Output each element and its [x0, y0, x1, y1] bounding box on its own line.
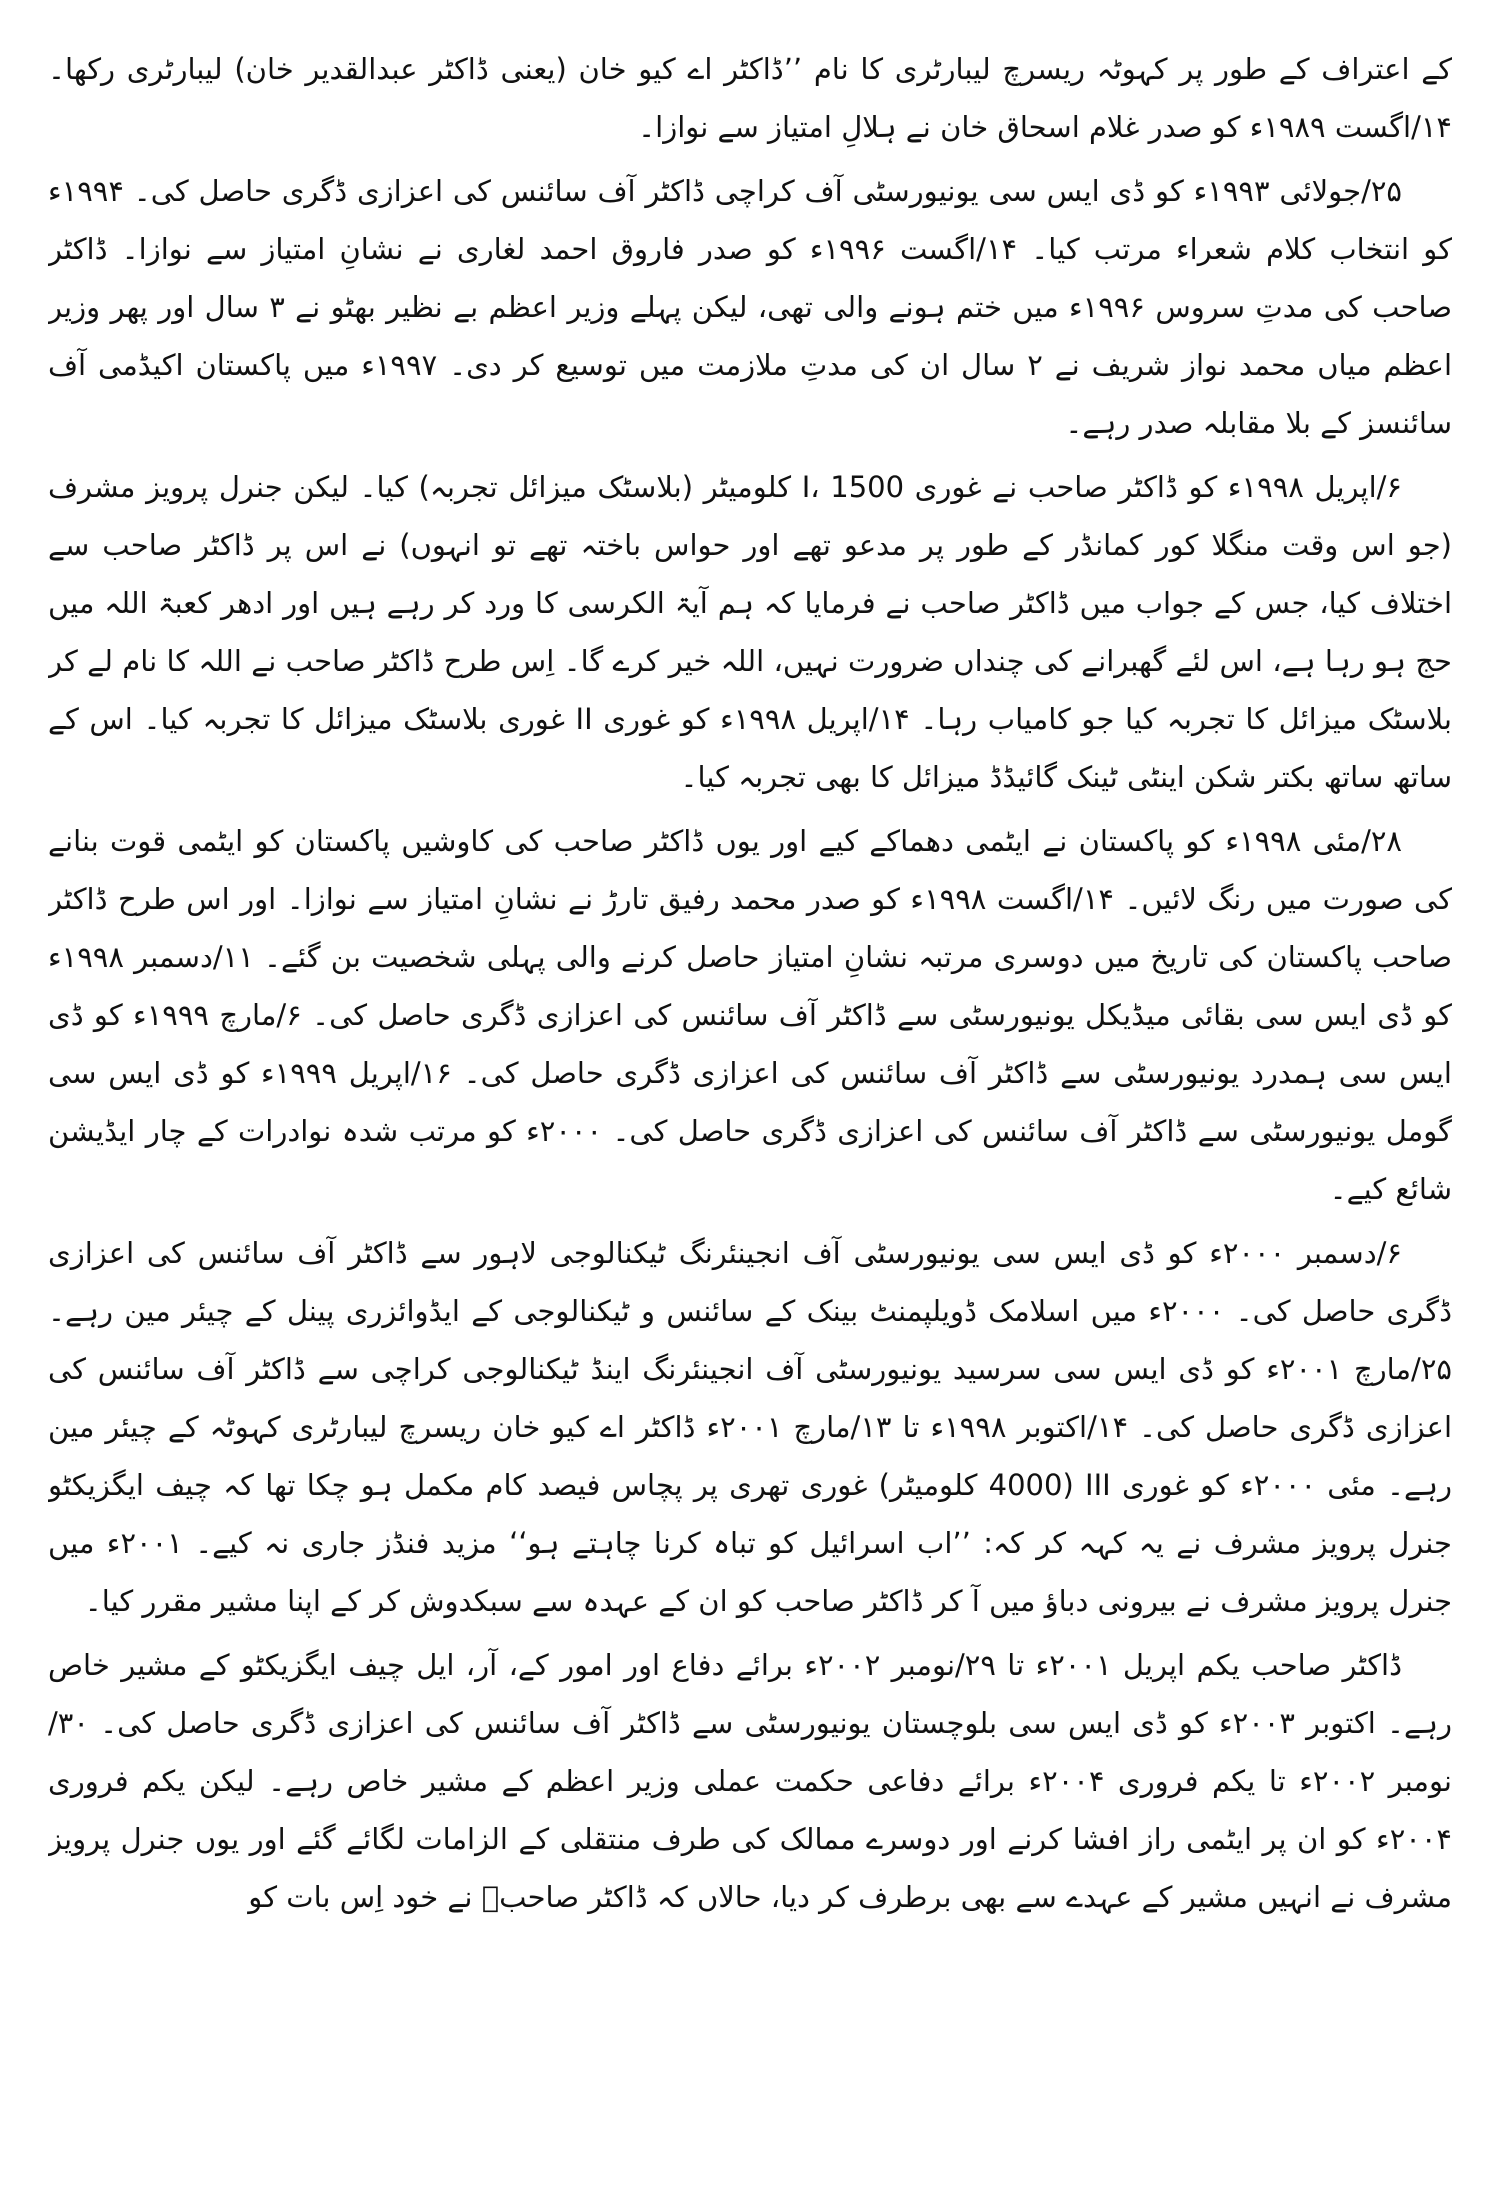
paragraph-2000-career: ۶/دسمبر ۲۰۰۰ء کو ڈی ایس سی یونیورسٹی آف انجینئرنگ ٹیکنالوجی لاہور سے ڈاکٹر آف سائنس کی اعزازی ڈگری حاصل کی۔ ۲۰۰۰ء میں اسلامک ڈویلپمنٹ بینک کے سائنس و ٹیکنالوجی کے ایڈوائزری پینل کے چیئر مین رہے۔ ۲۵/مارچ ۲۰۰۱ء کو ڈی ایس سی سرسید یونیورسٹی آف انجینئرنگ اینڈ ٹیکنالوجی کراچی سے ڈاکٹر آف سائنس کی اعزازی ڈگری حاصل کی۔ ۱۴/اکتوبر ۱۹۹۸ء تا ۱۳/مارچ ۲۰۰۱ء ڈاکٹر اے کیو خان ریسرچ لیبارٹری کہوٹہ کے چیئر مین رہے۔ مئی ۲۰۰۰ء کو غوری III (4000 کلومیٹر) غوری تھری پر پچاس فیصد کام مکمل ہو چکا تھا کہ چیف ایگزیکٹو جنرل پرویز مشرف نے یہ کہہ کر کہ: ’’اب اسرائیل کو تباہ کرنا چاہتے ہو‘‘ مزید فنڈز جاری نہ کیے۔ ۲۰۰۱ء میں جنرل پرویز مشرف نے بیرونی دباؤ میں آ کر ڈاکٹر صاحب کو ان کے عہدہ سے سبکدوش کر کے اپنا مشیر مقرر کیا۔	[48, 1236, 1452, 1618]
paragraph-1998-ghauri-test: ۶/اپریل ۱۹۹۸ء کو ڈاکٹر صاحب نے غوری I، 1500 کلومیٹر (بلاسٹک میزائل تجربہ) کیا۔ لیکن جنرل پرویز مشرف (جو اس وقت منگلا کور کمانڈر کے طور پر مدعو تھے اور حواس باختہ تھے تو انہوں) نے اس پر ڈاکٹر صاحب سے اختلاف کیا، جس کے جواب میں ڈاکٹر صاحب نے فرمایا کہ ہم آیۃ الکرسی کا ورد کر رہے ہیں اور ادھر کعبۃ اللہ میں حج ہو رہا ہے، اس لئے گھبرانے کی چنداں ضرورت نہیں، اللہ خیر کرے گا۔ اِس طرح ڈاکٹر صاحب نے اللہ کا نام لے کر بلاسٹک میزائل کا تجربہ کیا جو کامیاب رہا۔ ۱۴/اپریل ۱۹۹۸ء کو غوری II غوری بلاسٹک میزائل کا تجربہ کیا۔ اس کے ساتھ ساتھ بکتر شکن اینٹی ٹینک گائیڈڈ میزائل کا بھی تجربہ کیا۔	[48, 470, 1452, 794]
paragraph-2001-adviser: ڈاکٹر صاحب یکم اپریل ۲۰۰۱ء تا ۲۹/نومبر ۲۰۰۲ء برائے دفاع اور امور کے، آر، ایل چیف ایگزیکٹو کے مشیر خاص رہے۔ اکتوبر ۲۰۰۳ء کو ڈی ایس سی بلوچستان یونیورسٹی سے ڈاکٹر آف سائنس کی اعزازی ڈگری حاصل کی۔ ۳۰/نومبر ۲۰۰۲ء تا یکم فروری ۲۰۰۴ء برائے دفاعی حکمت عملی وزیر اعظم کے مشیر خاص رہے۔ لیکن یکم فروری ۲۰۰۴ء کو ان پر ایٹمی راز افشا کرنے اور دوسرے ممالک کی طرف منتقلی کے الزامات لگائے گئے اور یوں جنرل پرویز مشرف نے انہیں مشیر کے عہدے سے بھی برطرف کر دیا، حالاں کہ ڈاکٹر صاحبؒ نے خود اِس بات کو	[48, 1648, 1452, 1914]
paragraph-1993-honors: ۲۵/جولائی ۱۹۹۳ء کو ڈی ایس سی یونیورسٹی آف کراچی ڈاکٹر آف سائنس کی اعزازی ڈگری حاصل کی۔ ۱۹۹۴ء کو انتخاب کلام شعراء مرتب کیا۔ ۱۴/اگست ۱۹۹۶ء کو صدر فاروق احمد لغاری نے نشانِ امتیاز سے نوازا۔ ڈاکٹر صاحب کی مدتِ سروس ۱۹۹۶ء میں ختم ہونے والی تھی، لیکن پہلے وزیر اعظم بے نظیر بھٹو نے ۳ سال اور پھر وزیر اعظم میاں محمد نواز شریف نے ۲ سال ان کی مدتِ ملازمت میں توسیع کر دی۔ ۱۹۹۷ء میں پاکستان اکیڈمی آف سائنسز کے بلا مقابلہ صدر رہے۔	[48, 174, 1452, 440]
paragraph-continuation: کے اعتراف کے طور پر کہوٹہ ریسرچ لیبارٹری کا نام ’’ڈاکٹر اے کیو خان (یعنی ڈاکٹر عبدالقدیر خان) لیبارٹری رکھا۔ ۱۴/اگست ۱۹۸۹ء کو صدر غلام اسحاق خان نے ہلالِ امتیاز سے نوازا۔	[48, 52, 1452, 144]
document-page	[48, 40, 1452, 2160]
paragraph-1998-nuclear-tests: ۲۸/مئی ۱۹۹۸ء کو پاکستان نے ایٹمی دھماکے کیے اور یوں ڈاکٹر صاحب کی کاوشیں پاکستان کو ایٹمی قوت بنانے کی صورت میں رنگ لائیں۔ ۱۴/اگست ۱۹۹۸ء کو صدر محمد رفیق تارڑ نے نشانِ امتیاز سے نوازا۔ اور اس طرح ڈاکٹر صاحب پاکستان کی تاریخ میں دوسری مرتبہ نشانِ امتیاز حاصل کرنے والی پہلی شخصیت بن گئے۔ ۱۱/دسمبر ۱۹۹۸ء کو ڈی ایس سی بقائی میڈیکل یونیورسٹی سے ڈاکٹر آف سائنس کی اعزازی ڈگری حاصل کی۔ ۶/مارچ ۱۹۹۹ء کو ڈی ایس سی ہمدرد یونیورسٹی سے ڈاکٹر آف سائنس کی اعزازی ڈگری حاصل کی۔ ۱۶/اپریل ۱۹۹۹ء کو ڈی ایس سی گومل یونیورسٹی سے ڈاکٹر آف سائنس کی اعزازی ڈگری حاصل کی۔ ۲۰۰۰ء کو مرتب شدہ نوادرات کے چار ایڈیشن شائع کیے۔	[48, 824, 1452, 1206]
